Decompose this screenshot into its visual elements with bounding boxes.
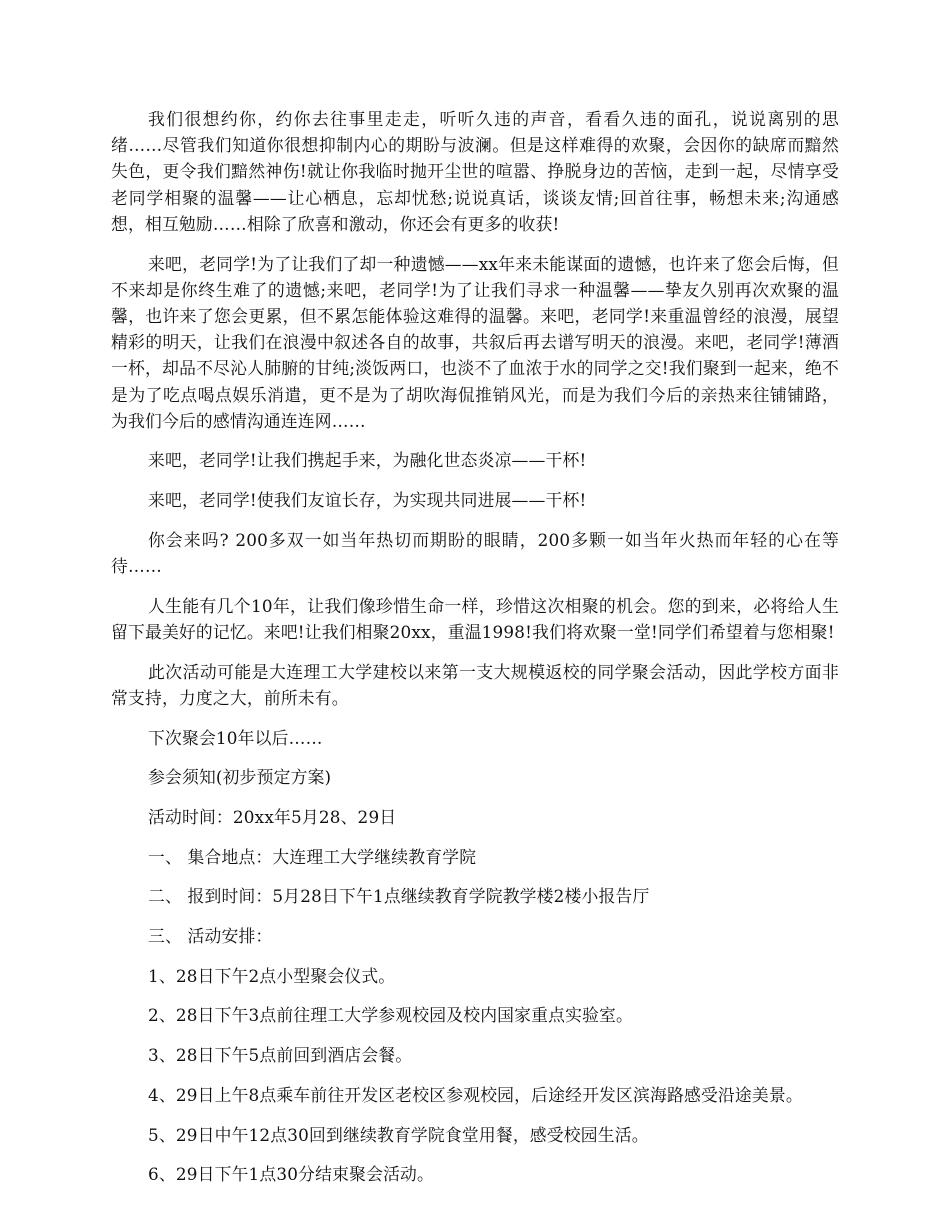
schedule-item: 6、29日下午1点30分结束聚会活动。 [148,1164,435,1185]
paragraph-toast-2: 来吧，老同学!使我们友谊长存，为实现共同进展——干杯! [148,490,587,511]
paragraph-invitation: 我们很想约你，约你去往事里走走，听听久违的声音，看看久违的面孔，说说离别的思绪……尽管我们知道你很想抑制内心的期盼与波澜。但是这样难得的欢聚，会因你的缺席而黯然失色，更令我们黯然神伤!就让你我临时抛开尘世的喧嚣、挣脱身边的苦恼，走到一起，尽情享受老同学相聚的温馨——让心栖息，忘却忧愁;说说真话，谈谈友情;回首往事，畅想未来;沟通感想，相互勉励……相除了欣喜和激动，你还会有更多的收获! [111,109,839,234]
schedule-item: 1、28日下午2点小型聚会仪式。 [148,965,396,986]
schedule-item: 5、29日中午12点30回到继续教育学院食堂用餐，感受校园生活。 [148,1124,649,1145]
paragraph-will-you-come: 你会来吗? 200多双一如当年热切而期盼的眼睛，200多颗一如当年火热而年轻的心在等待…… [111,529,839,577]
schedule-item: 3、28日下午5点前回到酒店会餐。 [148,1045,413,1066]
paragraph-ten-years: 人生能有几个10年，让我们像珍惜生命一样，珍惜这次相聚的机会。您的到来，必将给人生留下最美好的记忆。来吧!让我们相聚20xx，重温1998!我们将欢聚一堂!同学们希望着与您相聚! [111,595,839,642]
schedule-item: 4、29日上午8点乘车前往开发区老校区参观校园，后途经开发区滨海路感受沿途美景。 [148,1084,803,1105]
section-heading-notice: 参会须知(初步预定方案) [148,767,332,788]
paragraph-toast-1: 来吧，老同学!让我们携起手来，为融化世态炎凉——干杯! [148,450,587,471]
schedule-heading: 三、 活动安排： [148,926,273,947]
check-in-time: 二、 报到时间：5月28日下午1点继续教育学院教学楼2楼小报告厅 [148,886,650,907]
event-time: 活动时间：20xx年5月28、29日 [148,806,397,827]
meeting-place: 一、 集合地点：大连理工大学继续教育学院 [148,846,477,867]
paragraph-come-along: 来吧，老同学!为了让我们了却一种遗憾——xx年来未能谋面的遗憾，也许来了您会后悔，但不来却是你终生难了的遗憾;来吧，老同学!为了让我们寻求一种温馨——挚友久别再次欢聚的温馨，也许来了您会更累，但不累怎能体验这难得的温馨。来吧，老同学!来重温曾经的浪漫，展望精彩的明天，让我们在浪漫中叙述各自的故事，共叙后再去谱写明天的浪漫。来吧，老同学!薄酒一杯，却品不尽沁人肺腑的甘纯;淡饭两口，也淡不了血浓于水的同学之交!我们聚到一起来，绝不是为了吃点喝点娱乐消遣，更不是为了胡吹海侃推销风光，而是为我们今后的亲热来往铺铺路，为我们今后的感情沟通连连网…… [111,253,839,431]
schedule-item: 2、28日下午3点前往理工大学参观校园及校内国家重点实验室。 [148,1005,634,1026]
paragraph-next-reunion: 下次聚会10年以后…… [148,727,323,748]
paragraph-school-support: 此次活动可能是大连理工大学建校以来第一支大规模返校的同学聚会活动，因此学校方面非常支持，力度之大，前所未有。 [111,661,839,708]
document-body [111,106,839,1201]
